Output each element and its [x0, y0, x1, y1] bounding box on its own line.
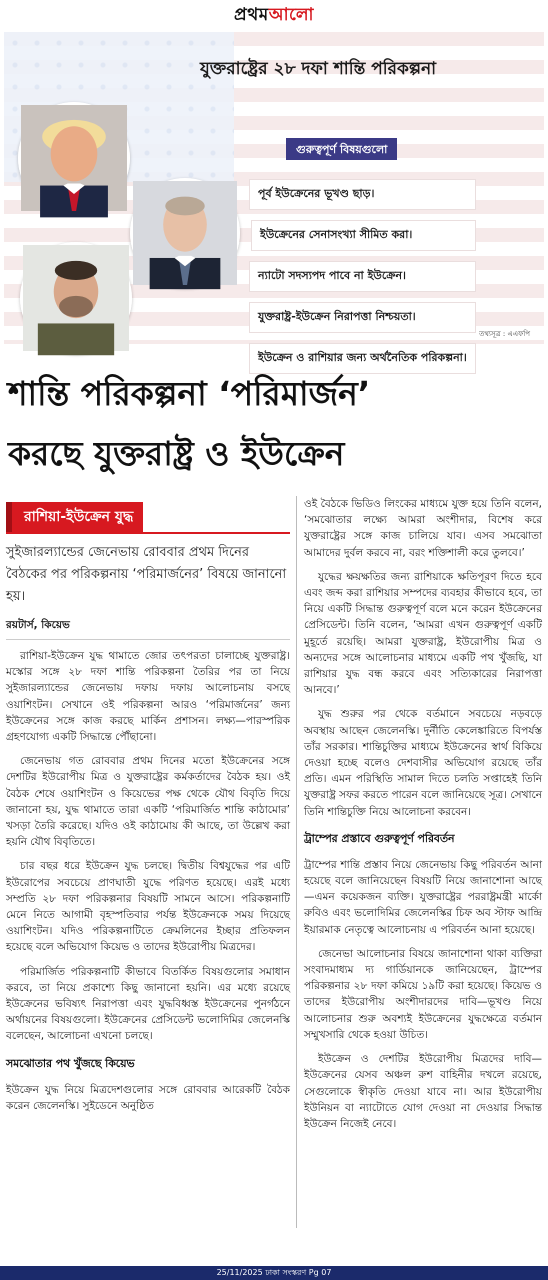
portrait-illustration [133, 181, 237, 285]
article-paragraph: রাশিয়া-ইউক্রেন যুদ্ধ থামাতে জোর তৎপরতা চালাচ্ছে যুক্তরাষ্ট্র। মস্কোর সঙ্গে ২৮ দফা শান্তি পরিকল্পনা তৈরির পর তা নিয়ে সুইজারল্যান্ডের জেনেভায় দফায় দফায় আলোচনায় বসছে ওয়াশিংটন। সেখানে ওই পরিকল্পনা আরও ‘পরিমার্জনের’ জন্য ইউক্রেনের সঙ্গে কাজ করছে মার্কিন প্রশাসন। লক্ষ্য—পারস্পরিক গ্রহণযোগ্য একটি সিদ্ধান্তে পৌঁছানো। [6, 650, 290, 744]
infographic-subtitle: গুরুত্বপূর্ণ বিষয়গুলো [286, 138, 397, 160]
portrait-photo-2 [130, 178, 240, 288]
article-paragraph: যুদ্ধ শুরুর পর থেকে বর্তমানে সবচেয়ে নড়বড়ে অবস্থায় আছেন জেলেনস্কি। দুর্নীতি কেলেঙ্কারিতে বিপর্যস্ত তাঁর সরকার। শান্তিচুক্তির মাধ্যমে ইউক্রেনের স্বার্থ বিকিয়ে দেওয়া হচ্ছে বলেও দেশবাসীর অভিযোগ রয়েছে তাঁর প্রতি। এমন পরিস্থিতি সামাল দিতে চলতি সপ্তাহেই তিনি যুক্তরাষ্ট্র সফর করতে পারেন বলে জানিয়েছে সূত্র। সেখানে তিনি শান্তিচুক্তি নিয়ে আলোচনা করবেন। [304, 708, 542, 818]
article-paragraph: জেনেভা আলোচনার বিষয়ে জানাশোনা থাকা ব্যক্তিরা সংবাদমাধ্যম দ্য গার্ডিয়ানকে জানিয়েছেন, ট্রাম্পের পরিকল্পনার ২৮ দফা কমিয়ে ১৯টি করা হয়েছে। কিয়েভ ও তাদের ইউরোপীয় অংশীদারদের দাবি—ভূখণ্ড নিয়ে আলোচনার শুরু অবশ্যই ইউক্রেনের যুদ্ধক্ষেত্রে বর্তমান সম্মুখসারি থেকে হওয়া উচিত। [304, 947, 542, 1041]
article-paragraph: ইউক্রেন ও দেশটির ইউরোপীয় মিত্রদের দাবি—ইউক্রেনের যেসব অঞ্চল রুশ বাহিনীর দখলে রয়েছে, সেগুলোকে স্বীকৃতি দেওয়া যাবে না। আর ইউরোপীয় ইউনিয়ন বা ন্যাটোতে যোগ দেওয়া না দেওয়ার সিদ্ধান্ত ইউক্রেন নিজেই নেবে। [304, 1053, 542, 1130]
portrait-illustration [21, 105, 127, 211]
infographic [4, 32, 544, 364]
byline: রয়টার্স, কিয়েভ [6, 618, 290, 640]
key-point: পূর্ব ইউক্রেনের ভূখণ্ড ছাড়। [250, 180, 475, 209]
section-tag: রাশিয়া-ইউক্রেন যুদ্ধ [6, 502, 143, 532]
portrait-photo-1 [18, 102, 130, 214]
headline-line-2: করছে যুক্তরাষ্ট্র ও ইউক্রেন [8, 434, 345, 473]
main-headline [8, 364, 540, 484]
article-paragraph: চার বছর ধরে ইউক্রেন যুদ্ধ চলছে। দ্বিতীয় বিশ্বযুদ্ধের পর এটি ইউরোপের সবচেয়ে প্রাণঘাতী যুদ্ধে পরিণত হয়েছে। এরই মধ্যে সম্প্রতি ২৮ দফা পরিকল্পনার বিষয়টি সামনে আসে। পরিকল্পনাটি মেনে নিতে আগামী বৃহস্পতিবার পর্যন্ত ইউক্রেনকে সময় দিয়েছে ওয়াশিংটন। যদিও পরিকল্পনাটিতে ক্রেমলিনের ইচ্ছার প্রতিফলন হয়েছে বলে অভিযোগ কিয়েভ ও তাদের ইউরোপীয় মিত্রদের। [6, 860, 290, 954]
infographic-source: তথ্যসূত্র : এএফপি [479, 330, 530, 338]
portrait-photo-3 [20, 242, 132, 354]
key-points-list [250, 180, 475, 373]
article-paragraph: যুদ্ধের ক্ষয়ক্ষতির জন্য রাশিয়াকে ক্ষতিপূরণ দিতে হবে এবং জব্দ করা রাশিয়ার সম্পদের ব্যবহার কীভাবে হবে, তা নিয়ে একটি সিদ্ধান্ত গুরুত্বপূর্ণ বলে মনে করেন ইউক্রেনের প্রেসিডেন্ট। তিনি বলেন, ‘আমরা এখন গুরুত্বপূর্ণ একটি মুহূর্তে রয়েছি। আমরা যুক্তরাষ্ট্র, ইউরোপীয় মিত্র ও অন্যদের সঙ্গে আলোচনার মাধ্যমে একটি পথ খুঁজছি, যা রাশিয়ার যুদ্ধ বন্ধ করবে এবং সত্যিকারের নিরাপত্তা আনবে।’ [304, 570, 542, 697]
key-point: ইউক্রেনের সেনাসংখ্যা সীমিত করা। [252, 221, 475, 250]
article-column-right [304, 496, 542, 1226]
key-point: যুক্তরাষ্ট্র-ইউক্রেন নিরাপত্তা নিশ্চয়তা। [250, 303, 475, 332]
portrait-illustration [23, 245, 129, 351]
article-paragraph: পরিমার্জিত পরিকল্পনাটি কীভাবে বিতর্কিত বিষয়গুলোর সমাধান করবে, তা নিয়ে প্রকাশ্যে কিছু জানানো হয়নি। এর মধ্যে রয়েছে ইউক্রেনের ভবিষ্যৎ নিরাপত্তা এবং যুদ্ধবিধ্বস্ত ইউক্রেনের পুনর্গঠনে অর্থায়নের বিষয়গুলো। ইউক্রেনের প্রেসিডেন্ট ভলোদিমির জেলেনস্কি বলেছেন, আলোচনা এখনো চলছে। [6, 965, 290, 1043]
logo-left-text: প্রথম [234, 5, 269, 25]
newspaper-logo [234, 2, 314, 30]
section-rule [6, 532, 290, 534]
article-paragraph: জেনেভায় গত রোববার প্রথম দিনের মতো ইউক্রেনের সঙ্গে দেশটির ইউরোপীয় মিত্র ও যুক্তরাষ্ট্রের কর্মকর্তাদের বৈঠক হয়। ওই বৈঠক শেষে ওয়াশিংটন ও কিয়েভের পক্ষ থেকে যৌথ বিবৃতি দিয়ে জানানো হয়, যুদ্ধ থামাতে তারা একটি ‘পরিমার্জিত শান্তি কাঠামোর’ খসড়া তৈরি করেছে। যদিও ওই কাঠামোয় কী আছে, তা উল্লেখ করা হয়নি যৌথ বিবৃতিতে। [6, 755, 290, 849]
key-point: ইউক্রেন ও রাশিয়ার জন্য অর্থনৈতিক পরিকল্পনা। [250, 344, 475, 373]
footer-text: 25/11/2025 ঢাকা সংস্করণ Pg 07 [216, 1267, 332, 1277]
logo-right-text: আলো [268, 5, 314, 25]
key-point: ন্যাটো সদস্যপদ পাবে না ইউক্রেন। [250, 262, 475, 291]
column-divider [296, 496, 297, 1228]
article-paragraph: ওই বৈঠকে ভিডিও লিংকের মাধ্যমে যুক্ত হয়ে তিনি বলেন, ‘সমঝোতার লক্ষ্যে আমরা অংশীদার, বিশেষ করে যুক্তরাষ্ট্রের সঙ্গে কাজ চালিয়ে যাব। এসব সমঝোতা আমাদের দুর্বল করবে না, বরং শক্তিশালী করে তুলবে।’ [304, 498, 542, 559]
article-subhead: সমঝোতার পথ খুঁজছে কিয়েভ [6, 1056, 135, 1070]
masthead [0, 0, 548, 32]
headline-line-1: শান্তি পরিকল্পনা ‘পরিমার্জন’ [8, 374, 371, 413]
infographic-title: যুক্তরাষ্ট্রের ২৮ দফা শান্তি পরিকল্পনা [200, 59, 437, 79]
article-subhead: ট্রাম্পের প্রস্তাবে গুরুত্বপূর্ণ পরিবর্তন [304, 831, 455, 845]
article-intro: সুইজারল্যান্ডের জেনেভায় রোববার প্রথম দিনের বৈঠকের পর পরিকল্পনায় ‘পরিমার্জনের’ বিষয়ে জানানো হয়। [6, 545, 287, 604]
article-paragraph: ট্রাম্পের শান্তি প্রস্তাব নিয়ে জেনেভায় কিছু পরিবর্তন আনা হয়েছে বলে জানিয়েছেন বিষয়টি নিয়ে জানাশোনা আছে—এমন কয়েকজন ব্যক্তি। যুক্তরাষ্ট্রের পররাষ্ট্রমন্ত্রী মার্কো রুবিও এবং ভলোদিমির জেলেনস্কির চিফ অব স্টাফ আন্দ্রি ইয়ারমাক নেতৃত্বে আলোচনায় এ পরিবর্তন আনা হয়েছে। [304, 858, 542, 936]
article-paragraph: ইউক্রেন যুদ্ধ নিয়ে মিত্রদেশগুলোর সঙ্গে রোববার আরেকটি বৈঠক করেন জেলেনস্কি। সুইডেনে অনুষ্ঠিত [6, 1083, 290, 1112]
footer-bar [0, 1266, 548, 1280]
article-column-left [6, 496, 290, 1226]
